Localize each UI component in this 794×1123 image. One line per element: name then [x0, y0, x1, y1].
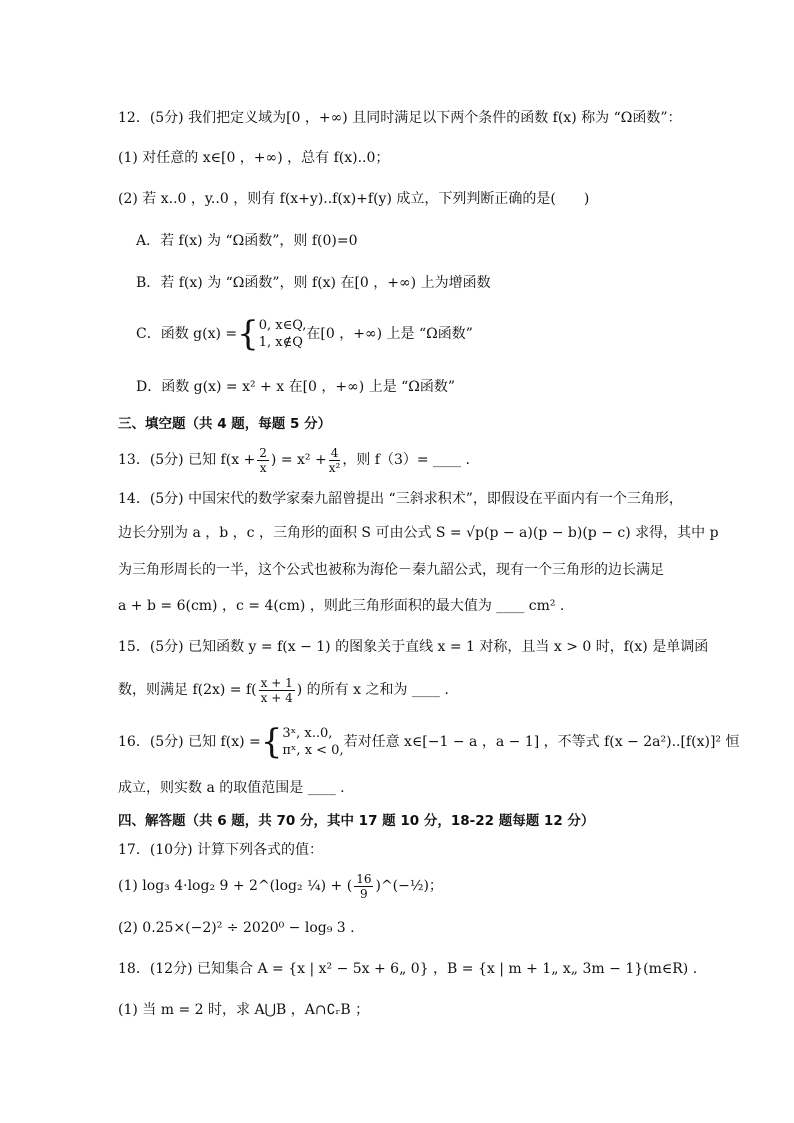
q12-option-c — [136, 314, 473, 354]
q16-cases — [282, 725, 343, 759]
q17-part-2: (2) 0.25×(−2)² ÷ 2020⁰ − log₉ 3 . — [118, 920, 355, 936]
q15-suffix: ) 的所有 x 之和为 ____ . — [296, 682, 449, 698]
q13-fraction-2-num: 4 — [330, 445, 339, 460]
q12-condition-1: (1) 对任意的 x∈[0 ，+∞) ，总有 f(x)..0； — [118, 150, 390, 166]
q12-option-a: A．若 f(x) 为 “Ω函数”，则 f(0)=0 — [136, 233, 358, 249]
q17-part-1-prefix: (1) log₃ 4·log₂ 9 + 2^(log₂ ¼) + ( — [118, 878, 353, 894]
q12-stem: 12．(5分) 我们把定义域为[0 ，+∞) 且同时满足以下两个条件的函数 f(x) 称为 “Ω函数”： — [118, 110, 682, 126]
q12-option-c-prefix: C．函数 g(x) = — [136, 326, 238, 342]
q13-fraction-1 — [257, 446, 269, 475]
q16-line-1 — [118, 722, 739, 762]
section-4-heading: 四、解答题（共 6 题，共 70 分，其中 17 题 10 分，18-22 题每题 12 分） — [118, 813, 595, 829]
q13-middle: ) = x² + — [270, 452, 327, 468]
q17-part-1-fraction-num: 16 — [356, 871, 372, 886]
q13-suffix: ，则 f（3）= ____ . — [342, 452, 470, 468]
q17-part-1-fraction — [354, 872, 373, 901]
q17-part-1 — [118, 866, 443, 906]
q14-line-4: a + b = 6(cm) ，c = 4(cm) ，则此三角形面积的最大值为 ____ cm² . — [118, 598, 565, 614]
q16-case-1: 3ˣ, x..0, — [282, 726, 333, 741]
q15-line-2 — [118, 672, 449, 708]
q18-stem: 18．(12分) 已知集合 A = {x | x² − 5x + 6„ 0} ，B = {x | m + 1„ x„ 3m − 1}(m∈R) . — [118, 961, 698, 977]
q13-fraction-2 — [329, 446, 341, 475]
q18-part-1: (1) 当 m = 2 时，求 A⋃B ，A∩∁ᵣB ； — [118, 1002, 370, 1018]
q14-line-1: 14．(5分) 中国宋代的数学家秦九韶曾提出 “三斜求积术”，即假设在平面内有一个三角形， — [118, 491, 683, 507]
section-3-heading: 三、填空题（共 4 题，每题 5 分） — [118, 416, 332, 432]
q17-part-1-suffix: )^(−½)； — [375, 878, 443, 894]
q15-prefix: 数，则满足 f(2x) = f( — [118, 682, 257, 698]
q13-fraction-1-den: x — [259, 460, 267, 475]
q14-line-2: 边长分别为 a ，b ，c ，三角形的面积 S 可由公式 S = √p(p − a)(p − b)(p − c) 求得，其中 p — [118, 525, 719, 541]
q12-condition-2: (2) 若 x..0 ，y..0 ，则有 f(x+y)..f(x)+f(y) 成立，下列判断正确的是( ) — [118, 191, 590, 207]
q15-fraction-num: x + 1 — [260, 675, 293, 690]
q15-line-1: 15．(5分) 已知函数 y = f(x − 1) 的图象关于直线 x = 1 对称，且当 x > 0 时，f(x) 是单调函 — [118, 639, 709, 655]
q17-stem: 17．(10分) 计算下列各式的值： — [118, 842, 324, 858]
q12-option-b: B．若 f(x) 为 “Ω函数”，则 f(x) 在[0 ，+∞) 上为增函数 — [136, 275, 491, 291]
q14-line-3: 为三角形周长的一半，这个公式也被称为海伦－秦九韶公式，现有一个三角形的边长满足 — [118, 562, 664, 578]
q13 — [118, 442, 470, 478]
q17-part-1-fraction-den: 9 — [360, 886, 368, 901]
q16-suffix: 若对任意 x∈[−1 − a ，a − 1] ，不等式 f(x − 2a²)..[f(x)]² 恒 — [343, 734, 740, 750]
q13-prefix: 13．(5分) 已知 f(x + — [118, 452, 256, 468]
q16-line-2: 成立，则实数 a 的取值范围是 ____ . — [118, 780, 345, 796]
q16-prefix: 16．(5分) 已知 f(x) = — [118, 734, 261, 750]
q12-option-c-case-2: 1, x∉Q — [258, 335, 303, 350]
q15-fraction-den: x + 4 — [260, 690, 293, 705]
q13-fraction-1-num: 2 — [259, 445, 267, 460]
q12-option-c-brace: { — [237, 314, 259, 354]
q12-option-c-cases — [259, 317, 307, 351]
q15-fraction — [259, 676, 295, 705]
q12-option-c-suffix: 在[0 ，+∞) 上是 “Ω函数” — [306, 326, 473, 342]
q12-option-d: D．函数 g(x) = x² + x 在[0 ，+∞) 上是 “Ω函数” — [136, 379, 456, 395]
q12-option-c-case-1: 0, x∈Q, — [258, 318, 307, 333]
q16-brace: { — [260, 722, 283, 762]
q13-fraction-2-den: x² — [328, 460, 341, 475]
q16-case-2: πˣ, x < 0, — [282, 743, 344, 758]
